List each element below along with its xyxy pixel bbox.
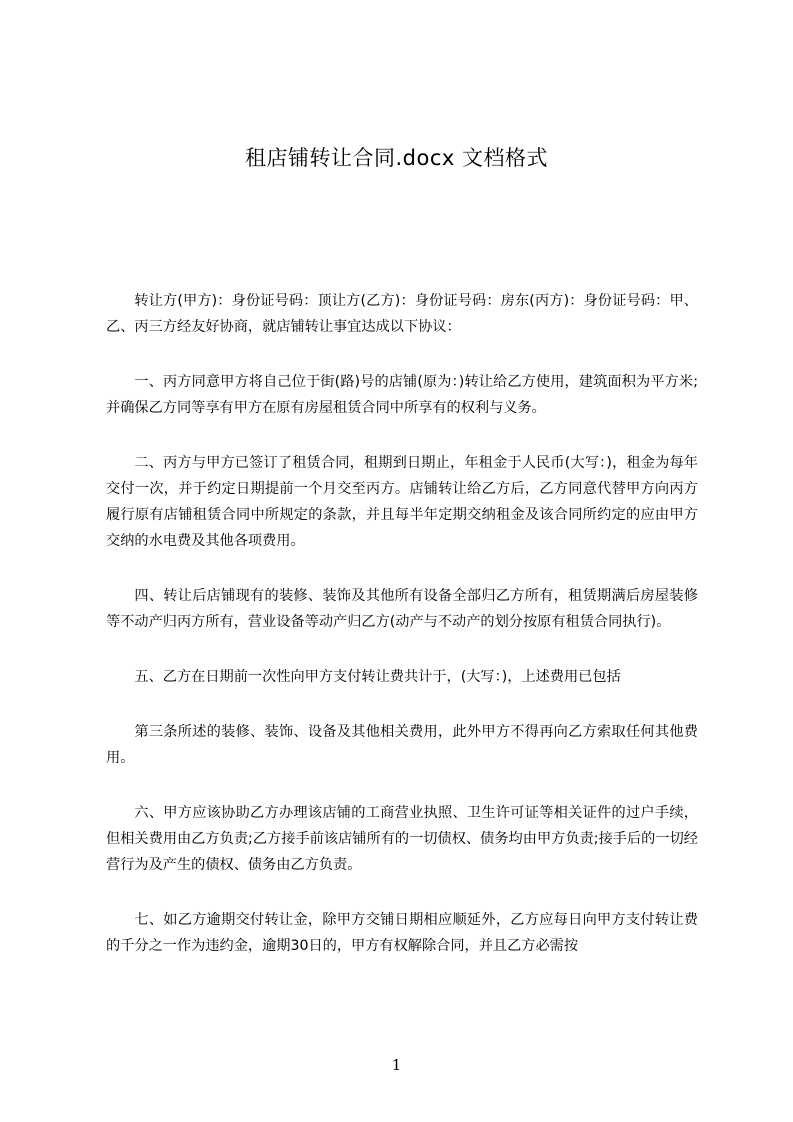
page-number: 1 — [391, 1056, 402, 1074]
paragraph-clause-6: 六、甲方应该协助乙方办理该店铺的工商营业执照、卫生许可证等相关证件的过户手续，但相关费用由乙方负责;乙方接手前该店铺所有的一切债权、债务均由甲方负责;接手后的一切经营行为及产生的债权、债务由乙方负责。 — [106, 805, 698, 873]
paragraph-clause-5-continued: 第三条所述的装修、装饰、设备及其他相关费用，此外甲方不得再向乙方索取任何其他费用。 — [106, 724, 698, 766]
paragraph-clause-1: 一、丙方同意甲方将自己位于街(路)号的店铺(原为：)转让给乙方使用，建筑面积为平方米;并确保乙方同等享有甲方在原有房屋租赁合同中所享有的权利与义务。 — [106, 374, 698, 416]
paragraph-clause-7: 七、如乙方逾期交付转让金，除甲方交铺日期相应顺延外，乙方应每日向甲方支付转让费的千分之一作为违约金，逾期30日的，甲方有权解除合同，并且乙方必需按 — [106, 912, 698, 954]
document-body — [106, 288, 698, 988]
paragraph-clause-2: 二、丙方与甲方已签订了租赁合同，租期到日期止，年租金于人民币(大写：)，租金为每年交付一次，并于约定日期提前一个月交至丙方。店铺转让给乙方后，乙方同意代替甲方向丙方履行原有店铺租赁合同中所规定的条款，并且每半年定期交纳租金及该合同所约定的应由甲方交纳的水电费及其他各项费用。 — [106, 455, 698, 549]
document-title: 租店铺转让合同.docx 文档格式 — [244, 146, 548, 170]
paragraph-clause-5: 五、乙方在日期前一次性向甲方支付转让费共计于，(大写：)，上述费用已包括 — [134, 669, 621, 685]
paragraph-parties: 转让方(甲方)：身份证号码：顶让方(乙方)：身份证号码：房东(丙方)：身份证号码：甲、乙、丙三方经友好协商，就店铺转让事宜达成以下协议： — [106, 293, 698, 335]
paragraph-clause-4: 四、转让后店铺现有的装修、装饰及其他所有设备全部归乙方所有，租赁期满后房屋装修等不动产归丙方所有，营业设备等动产归乙方(动产与不动产的划分按原有租赁合同执行)。 — [106, 588, 698, 630]
